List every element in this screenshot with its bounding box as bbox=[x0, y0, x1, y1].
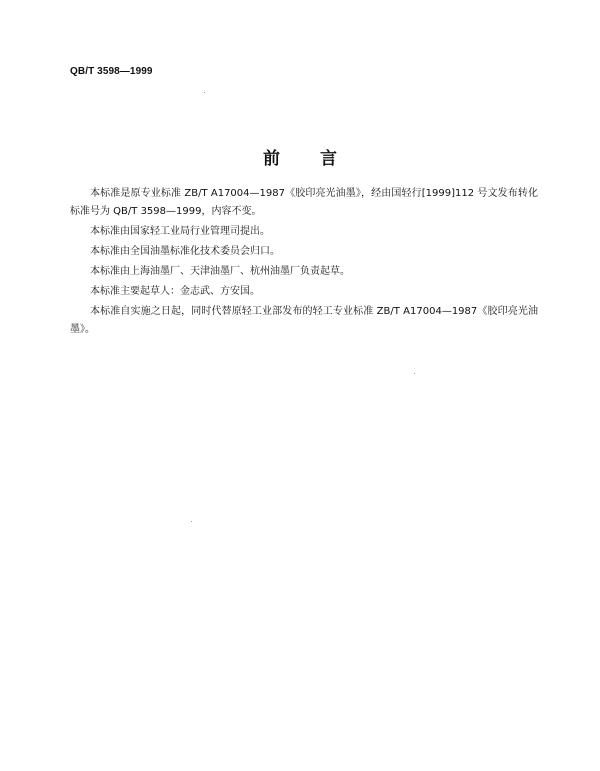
scan-speck bbox=[191, 521, 192, 522]
paragraph-drafting-units: 本标准由上海油墨厂、天津油墨厂、杭州油墨厂负责起草。 bbox=[90, 266, 350, 277]
paragraph-drafters: 本标准主要起草人：金志武、方安国。 bbox=[90, 286, 260, 297]
scan-speck bbox=[204, 92, 205, 93]
paragraph-origin: 本标准是原专业标准 ZB/T A17004—1987《胶印亮光油墨》，经由国轻行[1999]112 号文发布转化标准号为 QB/T 3598—1999，内容不变。 bbox=[70, 188, 538, 217]
preface-body bbox=[70, 185, 538, 341]
paragraph-committee: 本标准由全国油墨标准化技术委员会归口。 bbox=[90, 246, 280, 257]
paragraph-proposer: 本标准由国家轻工业局行业管理司提出。 bbox=[90, 226, 270, 237]
scan-speck bbox=[414, 373, 415, 374]
document-code: QB/T 3598—1999 bbox=[70, 66, 153, 77]
paragraph-replacement: 本标准自实施之日起，同时代替原轻工业部发布的轻工专业标准 ZB/T A17004—1987《胶印亮光油墨》。 bbox=[70, 306, 538, 335]
page-title: 前言 bbox=[263, 149, 377, 169]
